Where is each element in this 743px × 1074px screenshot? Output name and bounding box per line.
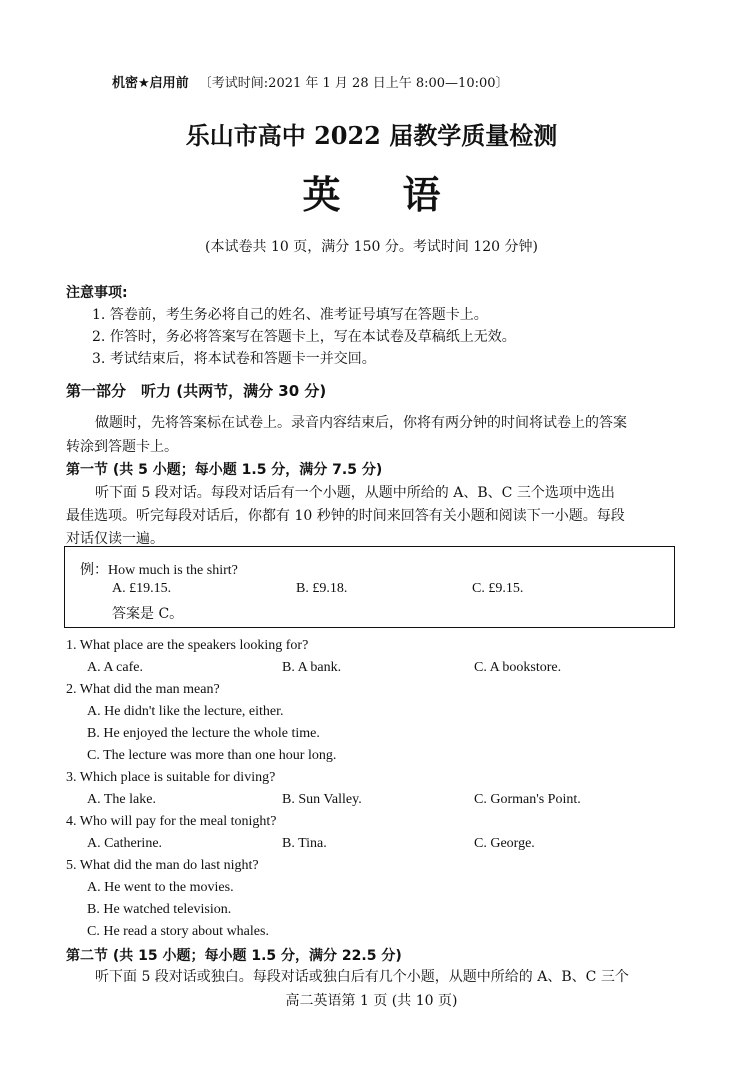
option-5a: A. He went to the movies. <box>87 880 234 895</box>
option-2c: C. The lecture was more than one hour long. <box>87 748 337 763</box>
subject-title: 英语 <box>302 172 503 217</box>
part1-heading: 第一部分 听力 (共两节，满分 30 分) <box>66 382 327 400</box>
confidential-label: 机密★启用前 <box>112 76 189 91</box>
exam-time: 〔考试时间:2021 年 1 月 28 日上午 8:00—10:00〕 <box>198 76 509 91</box>
section1-heading: 第一节 (共 5 小题；每小题 1.5 分，满分 7.5 分) <box>66 462 383 478</box>
question-1: 1. What place are the speakers looking for? <box>66 638 309 653</box>
option-2a: A. He didn't like the lecture, either. <box>87 704 284 719</box>
section2-intro: 听下面 5 段对话或独白。每段对话或独白后有几个小题，从题中所给的 A、B、C 三个 <box>95 969 629 985</box>
question-3: 3. Which place is suitable for diving? <box>66 770 276 785</box>
notice-heading: 注意事项: <box>66 285 128 301</box>
option-5b: B. He watched television. <box>87 902 232 917</box>
paper-note: (本试卷共 10 页，满分 150 分。考试时间 120 分钟) <box>205 239 538 255</box>
option-1b: B. A bank. <box>282 660 342 675</box>
option-1c: C. A bookstore. <box>474 660 562 675</box>
part1-intro: 做题时，先将答案标在试卷上。录音内容结束后，你将有两分钟的时间将试卷上的答案 <box>95 415 627 431</box>
paper-title: 乐山市高中 2022 届教学质量检测 <box>185 121 558 150</box>
section1-intro: 听下面 5 段对话。每段对话后有一个小题，从题中所给的 A、B、C 三个选项中选出 <box>95 485 615 501</box>
example-question: 例：How much is the shirt? <box>80 563 238 578</box>
example-option-a: A. £19.15. <box>112 581 172 596</box>
option-4b: B. Tina. <box>282 836 327 851</box>
notice-item: 1. 答卷前，考生务必将自己的姓名、准考证号填写在答题卡上。 <box>92 307 488 323</box>
section1-intro: 对话仅读一遍。 <box>66 531 164 547</box>
section2-heading: 第二节 (共 15 小题；每小题 1.5 分，满分 22.5 分) <box>66 948 402 964</box>
question-4: 4. Who will pay for the meal tonight? <box>66 814 277 829</box>
option-5c: C. He read a story about whales. <box>87 924 269 939</box>
exam-header <box>112 72 509 91</box>
option-3b: B. Sun Valley. <box>282 792 362 807</box>
part1-intro: 转涂到答题卡上。 <box>66 439 178 455</box>
example-answer: 答案是 C。 <box>112 606 184 622</box>
option-3a: A. The lake. <box>87 792 156 807</box>
notice-item: 3. 考试结束后，将本试卷和答题卡一并交回。 <box>92 351 376 367</box>
page-footer: 高二英语第 1 页 (共 10 页) <box>285 993 458 1009</box>
example-option-b: B. £9.18. <box>296 581 348 596</box>
question-5: 5. What did the man do last night? <box>66 858 259 873</box>
option-1a: A. A cafe. <box>87 660 143 675</box>
option-3c: C. Gorman's Point. <box>474 792 581 807</box>
option-4a: A. Catherine. <box>87 836 163 851</box>
section1-intro: 最佳选项。听完每段对话后，你都有 10 秒钟的时间来回答有关小题和阅读下一小题。每段 <box>66 508 625 524</box>
example-option-c: C. £9.15. <box>472 581 524 596</box>
question-2: 2. What did the man mean? <box>66 682 220 697</box>
notice-item: 2. 作答时，务必将答案写在答题卡上，写在本试卷及草稿纸上无效。 <box>92 329 516 345</box>
option-2b: B. He enjoyed the lecture the whole time. <box>87 726 320 741</box>
option-4c: C. George. <box>474 836 535 851</box>
